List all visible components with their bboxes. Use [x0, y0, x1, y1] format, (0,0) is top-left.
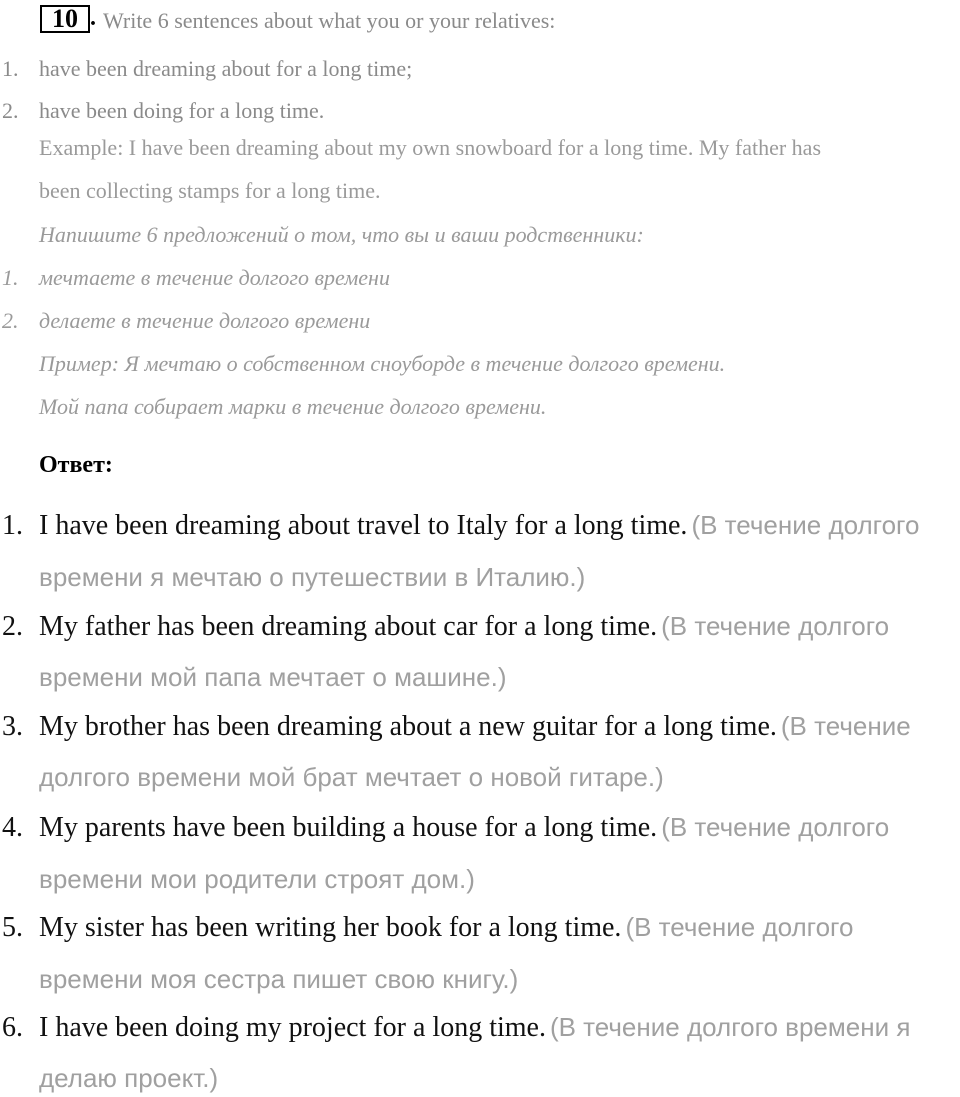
answer-item-number: 1.	[2, 510, 23, 541]
translation-instruction: Напишите 6 предложений о том, что вы и ваши родственники:	[39, 222, 644, 247]
answer-item-number: 6.	[2, 1012, 23, 1043]
task-item-number: 1.	[2, 56, 19, 81]
answer-item-number: 5.	[2, 912, 23, 943]
answer-item-number: 3.	[2, 711, 23, 742]
answer-item-line-1	[39, 812, 889, 844]
answer-item-number: 2.	[2, 611, 23, 642]
answer-item-line-1	[39, 711, 911, 743]
answer-item-line-1	[39, 611, 889, 643]
task-item-text: have been doing for a long time.	[39, 98, 325, 123]
translation-item-text: делаете в течение долгого времени	[39, 308, 371, 333]
answer-english: I have been dreaming about travel to Italy for a long time.	[39, 510, 688, 541]
answer-title: Ответ:	[39, 452, 113, 478]
exercise-instruction: Write 6 sentences about what you or your relatives:	[103, 8, 556, 33]
answer-russian-continued: времени мой папа мечтает о машине.)	[39, 662, 507, 692]
answer-russian: (В течение долгого времени я	[549, 1012, 911, 1042]
answer-russian-continued: времени я мечтаю о путешествии в Италию.)	[39, 562, 586, 592]
answer-russian: (В течение долгого	[691, 510, 920, 540]
task-item-text: have been dreaming about for a long time;	[39, 56, 413, 81]
example-line-1: Example: I have been dreaming about my own snowboard for a long time. My father has	[39, 135, 821, 160]
exercise-number-box: 10	[40, 5, 90, 33]
answer-english: My parents have been building a house for a long time.	[39, 812, 658, 843]
exercise-number-dot: .	[90, 5, 96, 31]
answer-russian: (В течение долгого	[661, 812, 890, 842]
answer-item-line-1	[39, 1012, 910, 1044]
answer-russian: (В течение долгого	[625, 912, 854, 942]
answer-russian-continued: долгого времени мой брат мечтает о новой гитаре.)	[39, 762, 664, 792]
answer-english: I have been doing my project for a long time.	[39, 1012, 546, 1043]
answer-english: My father has been dreaming about car for a long time.	[39, 611, 658, 642]
answer-english: My sister has been writing her book for a long time.	[39, 912, 622, 943]
example-line-2: been collecting stamps for a long time.	[39, 178, 381, 203]
translation-item-number: 1.	[2, 265, 19, 290]
answer-russian-continued: времени моя сестра пишет свою книгу.)	[39, 964, 519, 994]
answer-item-line-1	[39, 912, 853, 944]
answer-english: My brother has been dreaming about a new guitar for a long time.	[39, 711, 777, 742]
translation-item-text: мечтаете в течение долгого времени	[39, 265, 390, 290]
translation-item-number: 2.	[2, 308, 19, 333]
translation-example-line-1: Пример: Я мечтаю о собственном сноуборде в течение долгого времени.	[39, 351, 726, 376]
task-item-number: 2.	[2, 98, 19, 123]
answer-russian-continued: делаю проект.)	[39, 1063, 219, 1093]
answer-item-number: 4.	[2, 812, 23, 843]
answer-russian: (В течение	[780, 711, 911, 741]
translation-example-line-2: Мой папа собирает марки в течение долгого времени.	[39, 394, 547, 419]
answer-russian-continued: времени мои родители строят дом.)	[39, 864, 475, 894]
answer-russian: (В течение долгого	[661, 611, 890, 641]
answer-item-line-1	[39, 510, 919, 542]
